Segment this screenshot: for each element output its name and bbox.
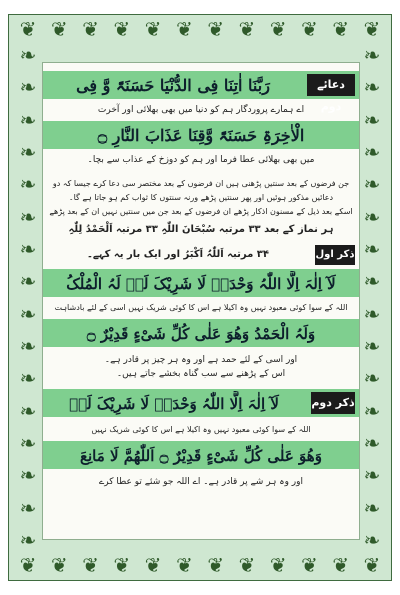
leaf-icon: ❦ bbox=[207, 17, 224, 41]
leaf-icon: ❧ bbox=[19, 139, 37, 164]
leaf-icon: ❧ bbox=[19, 301, 37, 326]
leaf-icon: ❧ bbox=[363, 139, 381, 164]
leaf-icon: ❦ bbox=[50, 17, 68, 41]
leaf-icon: ❧ bbox=[363, 75, 381, 100]
note-line-1: جن فرضوں کے بعد سنتیں پڑھنی ہیں ان فرضوں کے بعد مختصر سی دعا کرے جیسا کہ دو bbox=[52, 179, 350, 188]
dua-urdu-line-1: اے ہمارے پروردگار ہم کو دنیا میں بھی بھلائی اور آخرت bbox=[97, 105, 305, 115]
leaf-icon: ❦ bbox=[82, 553, 99, 577]
leaf-icon: ❦ bbox=[332, 17, 350, 41]
note-line-5: ۳۴ مرتبہ اَللّٰہُ اَکْبَرُ اور ایک بار یہ کہے۔ bbox=[87, 249, 269, 260]
leaf-icon: ❦ bbox=[269, 553, 287, 577]
leaf-icon: ❦ bbox=[207, 553, 224, 577]
leaf-icon: ❧ bbox=[19, 366, 37, 391]
leaf-icon: ❧ bbox=[363, 172, 381, 197]
leaf-icon: ❧ bbox=[19, 398, 37, 423]
zikr1-urdu-line-2: اور اسی کے لئے حمد ہے اور وہ ہر چیز پر قادر ہے۔ bbox=[104, 355, 298, 365]
zikr2-urdu-line-1: اللہ کے سوا کوئی معبود نہیں وہ اکیلا ہے اس کا کوئی شریک نہیں bbox=[91, 425, 311, 434]
dua-dom-label: دعائے دوم bbox=[307, 74, 355, 96]
leaf-icon: ❦ bbox=[19, 17, 37, 41]
leaf-icon: ❧ bbox=[363, 398, 381, 423]
leaf-icon: ❦ bbox=[113, 553, 131, 577]
leaf-icon: ❧ bbox=[363, 527, 381, 552]
note-line-3: اسکے بعد ذیل کے مسنون اذکار پڑھے ان فرضوں کے بعد جن میں سنتیں نہیں ان کے بعد پڑھے bbox=[49, 207, 353, 216]
leaf-icon: ❧ bbox=[363, 204, 381, 229]
leaf-icon: ❦ bbox=[82, 17, 99, 41]
zikr2-arabic-line-2: وَھُوَ عَلٰی کُلِّ شَیْءٍ قَدِیْرٌ ۝ اَللّٰھُمَّ لَا مَانِعَ bbox=[80, 447, 322, 465]
dua-arabic-line-1: رَبَّنَا اٰتِنَا فِی الدُّنْیَا حَسَنَۃً وَّ فِی bbox=[76, 76, 270, 95]
leaf-icon: ❦ bbox=[363, 17, 381, 41]
border-bottom bbox=[15, 555, 385, 575]
border-right bbox=[359, 45, 385, 550]
leaf-icon: ❦ bbox=[301, 17, 318, 41]
leaf-icon: ❦ bbox=[238, 553, 256, 577]
zikr-awwal-label: ذکر اول bbox=[315, 245, 355, 265]
leaf-icon: ❧ bbox=[19, 463, 37, 488]
leaf-icon: ❧ bbox=[363, 430, 381, 455]
leaf-icon: ❦ bbox=[363, 553, 381, 577]
zikr-dom-label: ذکر دوم bbox=[311, 392, 355, 414]
leaf-icon: ❦ bbox=[269, 17, 287, 41]
border-left bbox=[15, 45, 41, 550]
leaf-icon: ❦ bbox=[175, 17, 193, 41]
leaf-icon: ❧ bbox=[363, 463, 381, 488]
leaf-icon: ❦ bbox=[332, 553, 350, 577]
border-top bbox=[15, 19, 385, 39]
leaf-icon: ❧ bbox=[19, 204, 37, 229]
leaf-icon: ❧ bbox=[19, 107, 37, 132]
leaf-icon: ❧ bbox=[19, 43, 37, 67]
zikr1-arabic-line-2: وَلَہُ الْحَمْدُ وَھُوَ عَلٰی کُلِّ شَیْءٍ قَدِیْرٌ ۝ bbox=[86, 325, 316, 343]
note-line-2: دعائیں مذکور ہوئیں اور پھر سنتیں پڑھے ورنہ سنتوں کا ثواب کم ہو جاتا ہے گا۔ bbox=[68, 193, 334, 202]
leaf-icon: ❧ bbox=[363, 301, 381, 326]
leaf-icon: ❧ bbox=[363, 236, 381, 261]
leaf-icon: ❧ bbox=[19, 333, 37, 358]
leaf-icon: ❦ bbox=[144, 553, 162, 577]
content-panel bbox=[42, 62, 360, 540]
leaf-icon: ❦ bbox=[50, 553, 68, 577]
dua-arabic-line-2: الْاٰخِرَۃِ حَسَنَۃً وَّقِنَا عَذَابَ النَّارِ ۝ bbox=[97, 126, 305, 145]
leaf-icon: ❧ bbox=[363, 107, 381, 132]
leaf-icon: ❧ bbox=[19, 495, 37, 520]
zikr1-urdu-line-1: اللہ کے سوا کوئی معبود نہیں وہ اکیلا ہے اس کا کوئی شریک نہیں اسی کے لئے بادشاہت bbox=[54, 303, 348, 312]
leaf-icon: ❧ bbox=[363, 333, 381, 358]
leaf-icon: ❧ bbox=[19, 430, 37, 455]
zikr1-arabic-line-1: لَآ اِلٰہَ اِلَّا اللّٰہُ وَحْدَہٗ لَا شَرِیْکَ لَہٗ لَہُ الْمُلْکُ bbox=[66, 275, 336, 293]
note-line-4: ہر نماز کے بعد ۳۳ مرتبہ سُبْحَانَ اللّٰہِ ۳۳ مرتبہ اَلْحَمْدُ لِلّٰہِ bbox=[68, 224, 334, 235]
leaf-icon: ❧ bbox=[363, 43, 381, 67]
leaf-icon: ❧ bbox=[19, 527, 37, 552]
leaf-icon: ❧ bbox=[19, 172, 37, 197]
leaf-icon: ❧ bbox=[363, 269, 381, 294]
zikr2-arabic-line-1: لَآ اِلٰہَ اِلَّا اللّٰہُ وَحْدَہٗ لَا شَرِیْکَ لَہٗ bbox=[69, 395, 279, 413]
zikr1-urdu-line-3: اس کے پڑھنے سے سب گناہ بخشے جاتے ہیں۔ bbox=[116, 369, 286, 379]
leaf-icon: ❦ bbox=[19, 553, 37, 577]
dua-urdu-line-2: میں بھی بھلائی عطا فرما اور ہم کو دوزخ کے عذاب سے بچا۔ bbox=[87, 155, 315, 165]
leaf-icon: ❦ bbox=[301, 553, 318, 577]
leaf-icon: ❧ bbox=[363, 495, 381, 520]
leaf-icon: ❧ bbox=[363, 366, 381, 391]
leaf-icon: ❧ bbox=[19, 236, 37, 261]
leaf-icon: ❦ bbox=[175, 553, 193, 577]
zikr2-urdu-line-2: اور وہ ہر شے پر قادر ہے۔ اے اللہ جو شئے تو عطا کرے bbox=[99, 477, 303, 487]
leaf-icon: ❦ bbox=[144, 17, 162, 41]
leaf-icon: ❧ bbox=[19, 269, 37, 294]
leaf-icon: ❧ bbox=[19, 75, 37, 100]
leaf-icon: ❦ bbox=[113, 17, 131, 41]
leaf-icon: ❦ bbox=[238, 17, 256, 41]
